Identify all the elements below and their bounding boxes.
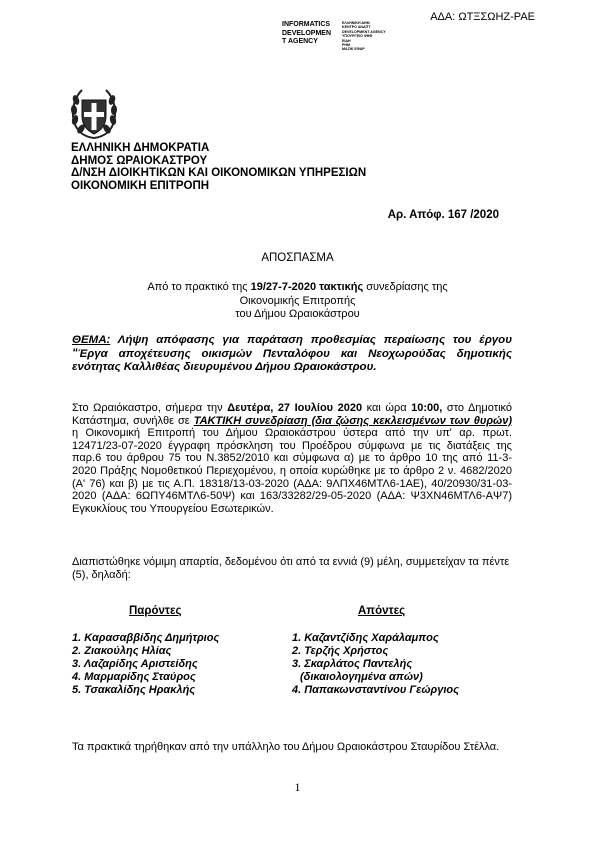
header-line: ΕΛΛΗΝΙΚΗ ΔΗΜΟΚΡΑΤΙΑ <box>71 142 210 154</box>
ada-code: ΑΔΑ: ΩΤΞΣΩΗΖ-ΡΑΕ <box>430 11 535 23</box>
absent-heading: Απόντες <box>358 605 406 617</box>
list-item: 5. Τσακαλίδης Ηρακλής <box>72 684 196 696</box>
document-title: ΑΠΟΣΠΑΣΜΑ <box>261 252 334 264</box>
subject-label: ΘΕΜΑ: <box>72 334 111 346</box>
list-item: (δικαιολογημένα απών) <box>300 671 423 683</box>
ida-logo <box>282 21 442 61</box>
list-item: 1. Καρασαββίδης Δημήτριος <box>72 632 220 644</box>
list-item: 1. Καζαντζίδης Χαράλαμπος <box>292 632 439 644</box>
meeting-time: 10:00, <box>411 402 443 414</box>
header-line: Δ/ΝΣΗ ΔΙΟΙΚΗΤΙΚΩΝ ΚΑΙ ΟΙΚΟΝΟΜΙΚΩΝ ΥΠΗΡΕΣΙΩΝ <box>71 167 367 179</box>
present-list <box>72 632 219 697</box>
list-item: 2. Τερζής Χρήστος <box>292 645 389 657</box>
meeting-date: Δευτέρα, 27 Ιουλίου 2020 <box>227 402 363 414</box>
subject-text: Λήψη απόφασης για παράταση προθεσμίας περαίωσης του έργου "Έργα αποχέτευσης οικισμών Πενταλόφου και Νεοχωρούδας δημοτικής ενότητας Καλλιθέας διευρυμένου Δήμου Ωραιοκάστρου. <box>72 334 512 373</box>
authority-header <box>71 142 366 192</box>
present-heading: Παρόντες <box>129 605 182 617</box>
header-line: ΔΗΜΟΣ ΩΡΑΙΟΚΑΣΤΡΟΥ <box>71 154 208 167</box>
list-item: 3. Σκαρλάτος Παντελής <box>292 658 413 670</box>
meeting-paragraph: Στο Ωραιόκαστρο, σήμερα την Δευτέρα, 27 Ιουλίου 2020 και ώρα 10:00, στο Δημοτικό Κατάστημα, συνήλθε σε ΤΑΚΤΙΚΗ συνεδρίαση (δια ζώσης κεκλεισμένων των θυρών) η Οικονομική Επιτροπή του Δήμου Ωραιοκάστρου ύστερα από την υπ' αρ. πρωτ. 12471/23-07-2020 έγγραφη πρόσκληση του Προέδρου σύμφωνα με τις διατάξεις της παρ.6 του άρθρου 75 του Ν.3852/2010 και σύμφωνα α) με το άρθρο 10 της από 11-3-2020 Πράξης Νομοθετικού Περιεχομένου, η οποία κυρώθηκε με το άρθρο 2 ν. 4682/2020 (Α' 76) και β) με τις Α.Π. 18318/13-03-2020 (ΑΔΑ: 9ΛΠΧ46ΜΤΛ6-1ΑΕ), 40/20930/31-03-2020 (ΑΔΑ: 6ΩΠΥ46ΜΤΛ6-50Ψ) και 163/33282/29-05-2020 (ΑΔΑ: Ψ3ΧΝ46ΜΤΛ6-ΑΨ7) Εγκυκλίους του Υπουργείου Εσωτερικών. <box>72 402 512 515</box>
session-type: ΤΑΚΤΙΚΗ συνεδρίαση (δια ζώσης κεκλεισμένων των θυρών) <box>193 414 512 427</box>
list-item: 3. Λαζαρίδης Αριστείδης <box>72 658 198 670</box>
list-item: 4. Μαρμαρίδης Σταύρος <box>72 671 196 683</box>
absent-list <box>292 632 459 697</box>
subject-paragraph <box>72 334 512 375</box>
page-number: 1 <box>294 780 301 794</box>
decision-number: Αρ. Απόφ. 167 /2020 <box>387 209 499 221</box>
list-item: 4. Παπακωνσταντίνου Γεώργιος <box>292 684 459 696</box>
greek-emblem-icon <box>68 86 120 142</box>
minutes-reference: Από το πρακτικό της 19/27-7-2020 τακτικής συνεδρίασης της Οικονομικής Επιτροπής του Δήμου Ωραιοκάστρου <box>147 281 448 320</box>
header-line: ΟΙΚΟΝΟΜΙΚΗ ΕΠΙΤΡΟΠΗ <box>71 179 210 192</box>
quorum-paragraph: Διαπιστώθηκε νόμιμη απαρτία, δεδομένου ότι από τα εννιά (9) μέλη, συμμετείχαν τα πέντε (5), δηλαδή: <box>72 556 510 581</box>
ida-logo-right: ΕΛΛΗΝΙΚΗ ΔΗΜ ΚΕΝΤΡΟ ΑΝΑΠΤ DEVELOPMENT AGENCY ΥΠΟΥΡΓΕΙΟ ΨΗΦ ΕΙΔΗ ΡΗΜ ΜΑΖΙΚ ΕΦΑΡ <box>342 21 386 52</box>
closing-paragraph: Τα πρακτικά τηρήθηκαν από την υπάλληλο του Δήμου Ωραιοκάστρου Σταυρίδου Στέλλα. <box>72 741 500 753</box>
list-item: 2. Ζιακούλης Ηλίας <box>72 645 172 657</box>
ida-logo-left: INFORMATICS DEVELOPMEN T AGENCY <box>282 21 332 45</box>
